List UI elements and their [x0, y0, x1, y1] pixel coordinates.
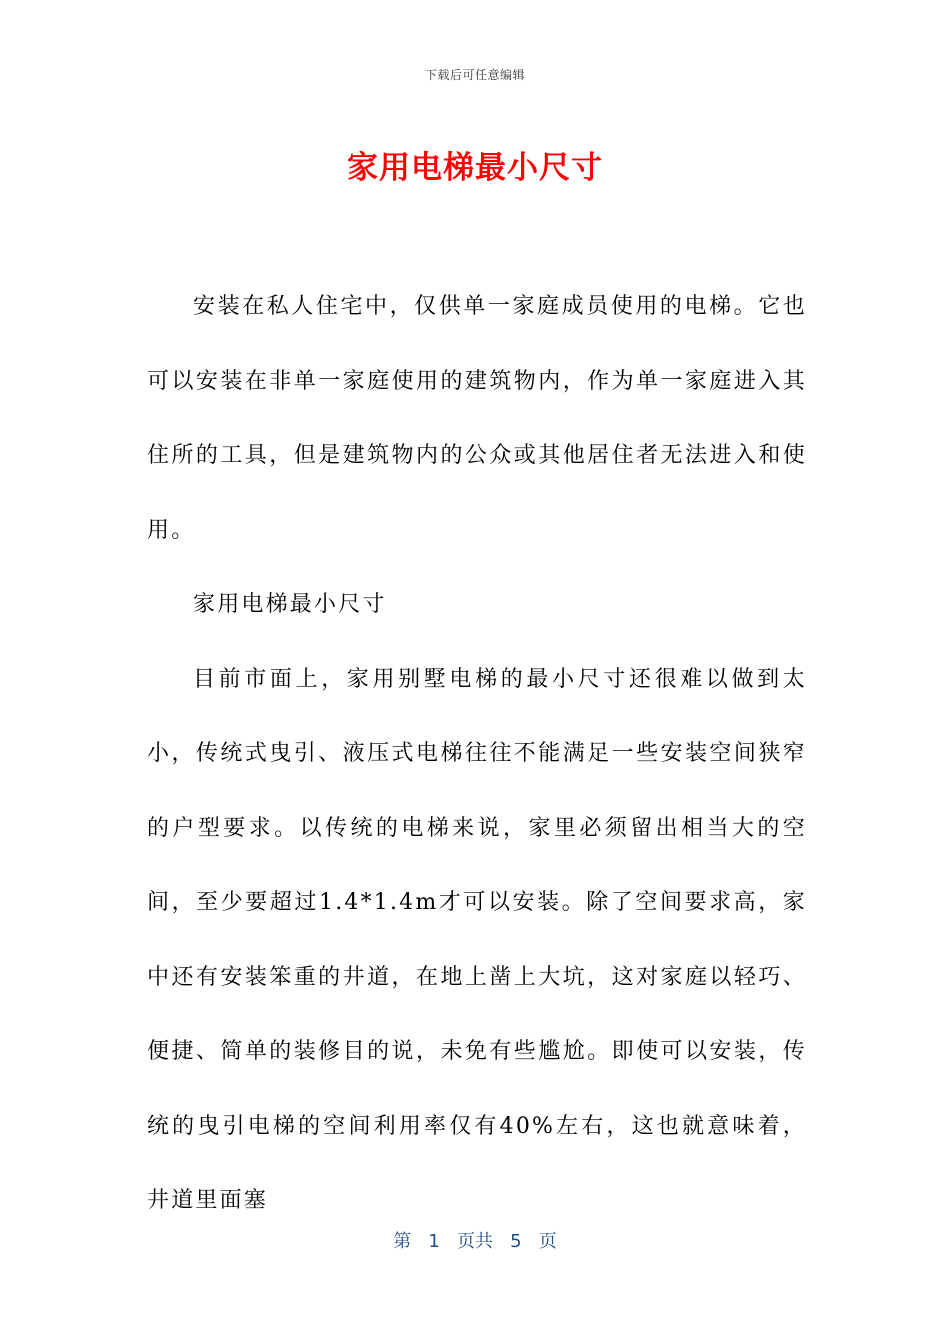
footer-page-middle: 页共	[457, 1231, 493, 1252]
header-note: 下载后可任意编辑	[424, 68, 525, 82]
footer-page-prefix: 第	[393, 1231, 412, 1252]
footer-page-suffix: 页	[538, 1231, 557, 1252]
section-heading: 家用电梯最小尺寸	[193, 592, 387, 617]
footer-current-page: 1	[428, 1231, 440, 1252]
footer-total-pages: 5	[510, 1231, 522, 1252]
body-paragraph: 目前市面上，家用别墅电梯的最小尺寸还很难以做到太小，传统式曳引、液压式电梯往往不能满足一些安装空间狭窄的户型要求。以传统的电梯来说，家里必须留出相当大的空间，至少要超过1.4*1.4m才可以安装。除了空间要求高，家中还有安装笨重的井道，在地上凿上大坑，这对家庭以轻巧、便捷、简单的装修目的说，未免有些尴尬。即使可以安装，传统的曳引电梯的空间利用率仅有40%左右，这也就意味着，井道里面塞	[147, 666, 807, 1213]
body-paragraph: 安装在私人住宅中，仅供单一家庭成员使用的电梯。它也可以安装在非单一家庭使用的建筑物内，作为单一家庭进入其住所的工具，但是建筑物内的公众或其他居住者无法进入和使用。	[147, 294, 807, 543]
document-title: 家用电梯最小尺寸	[347, 150, 603, 186]
document-body	[147, 270, 807, 1239]
page-footer	[0, 1227, 950, 1253]
